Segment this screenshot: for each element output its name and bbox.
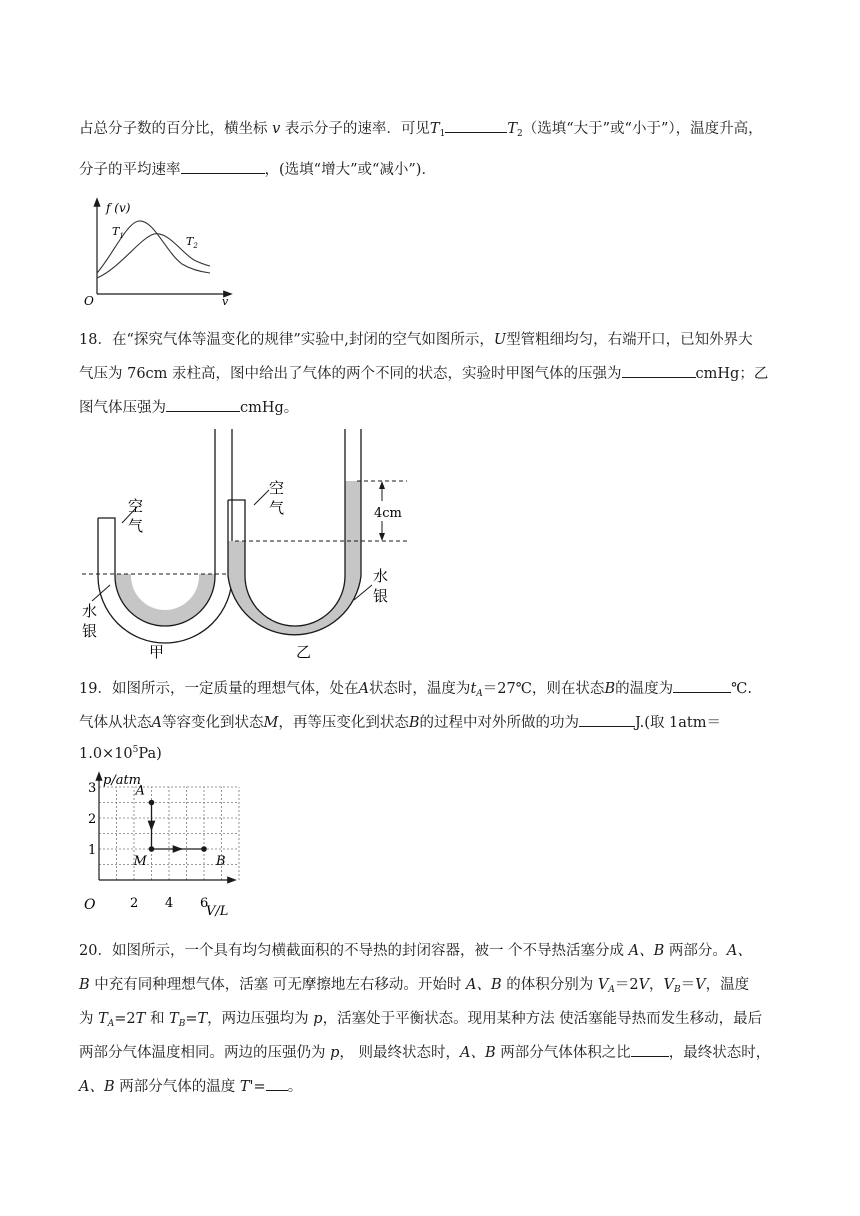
answer-blank-temp[interactable] [673,679,731,693]
var-u: U [493,332,507,348]
air-pointer-yi [254,490,269,505]
var-t-prime: T' [239,1079,254,1095]
q20-text: 为 [79,1011,94,1027]
sub-b: B [178,1019,186,1029]
y-axis-label: f (v) [106,201,131,215]
q20-text: ，两边压强均为 [207,1011,309,1027]
q20-line-2: B 中充有同种理想气体，活塞 可无摩擦地左右移动。开始时 A、B 的体积分别为 $V_A=2V$，$V_B=V$，温度 [79,977,750,995]
q17-line-1 [79,117,763,139]
pv-x-label: V/L [206,904,229,919]
q19-text: 状态时，温度为 [368,681,471,697]
state-label-m: M [133,854,147,869]
var-v: V [663,977,675,993]
sub-a: A [608,985,615,995]
var-t: T [197,1011,208,1027]
curve-t1-label: $T_1$ [112,225,124,240]
q19-text: 等容变化到状态 [161,715,264,731]
var-ab: A、B [628,943,665,959]
pv-points [133,784,226,870]
q19-text: 1.0×10 [79,746,133,762]
q18-text: cmHg。 [240,400,299,416]
u-tube-figure [82,425,422,665]
q19-line-1 [79,677,752,699]
q17-text: （选填“大于”或“小于”），温度升高， [522,121,763,137]
q19-text: 19．如图所示，一定质量的理想气体，处在 [79,681,359,697]
q20-text: = [185,1011,198,1027]
mercury-jia [115,574,215,626]
sub-a: A [107,1019,115,1029]
sub-2: 2 [517,129,523,139]
var-a: A [358,681,369,697]
var-v: v [272,121,281,137]
var-a: A、 [726,943,752,959]
air-label-2-yi: 气 [269,499,285,517]
q18-line-3 [79,396,298,417]
var-t1: T [429,121,440,137]
dim-label: 4cm [374,506,402,521]
q17-text: ，(选填“增大”或“减小”)． [264,162,436,178]
q18-text: 气压为 76cm 汞柱高，图中给出了气体的两个不同的状态，实验时甲图气体的压强为 [79,366,622,382]
state-label-b: B [216,854,226,869]
var-t2: T [507,121,517,137]
hg-pointer-jia [92,585,110,601]
var-t: T [169,1011,179,1027]
q20-text: 和 [149,1011,165,1027]
x-axis-label: v [222,295,229,308]
q18-text: 型管粗细均匀，右端开口，已知外界大 [506,332,753,348]
y-tick-label: 1 [88,843,97,858]
q20-text: 中充有同种理想气体，活塞 可无摩擦地左右移动。开始时 [94,977,462,993]
q20-text: =2 [114,1011,136,1027]
label-yi: 乙 [296,643,312,661]
answer-blank-t[interactable] [445,119,507,133]
air-label-1-jia: 空 [128,497,144,515]
state-point-b [201,846,207,852]
q20-text: ， 则最终状态时， [339,1045,461,1061]
var-p: p [330,1045,340,1061]
hg-label-1-jia: 水 [82,602,98,620]
hg-label-2-yi: 银 [373,587,389,605]
sup-5: 5 [132,745,139,755]
var-b: B [604,681,616,697]
q19-text: 的温度为 [615,681,674,697]
y-tick-label: 3 [88,781,97,796]
state-label-a: A [135,783,145,799]
var-t: T [98,1011,108,1027]
q17-text: 占总分子数的百分比，横坐标 [79,121,268,137]
q19-text: ＝27℃，则在状态 [482,681,605,697]
q20-text: 20．如图所示，一个具有均匀横截面积的不导热的封闭容器，被一 个不导热活塞分成 [79,943,625,959]
pv-y-label: p/atm [103,773,142,788]
var-ab: A、B [460,1045,496,1061]
var-a: A [151,715,162,731]
q20-text: ，最终状态时， [668,1045,771,1061]
q18-text: cmHg；乙 [695,366,769,382]
q20-text: 两部分气体温度相同。两边的压强仍为 [79,1045,326,1061]
pv-tick-labels [88,781,208,911]
q20-text: ，温度 [705,977,750,993]
origin-label: O [84,294,94,308]
q20-text: = [253,1079,266,1095]
q18-line-1 [79,328,753,349]
q20-line-4 [79,1041,770,1062]
x-tick-label: 6 [200,896,209,911]
q19-text: Pa) [138,746,162,762]
label-jia: 甲 [149,643,165,661]
q18-text: 18．在“探究气体等温变化的规律”实验中,封闭的空气如图所示， [79,332,494,348]
air-label-2-jia: 气 [128,517,144,535]
q19-text: 的过程中对外所做的功为 [419,715,579,731]
sub-1: 1 [439,129,446,139]
sub-b: B [674,985,681,995]
q20-line-1 [79,939,752,960]
x-tick-label: 4 [165,896,174,911]
var-p: p [313,1011,323,1027]
q19-text: ，再等压变化到状态 [278,715,409,731]
q20-text: ＝ [680,977,696,993]
state-point-m [149,846,155,852]
var-ab: A、B [79,1079,115,1095]
q18-line-2 [79,362,768,383]
q19-text: J.(取 1atm＝ [635,715,722,731]
pv-graph [84,772,264,918]
pv-process-path [152,803,205,850]
q17-text: 表示分子的速率．可见 [284,121,430,137]
answer-blank-speed[interactable] [181,160,265,174]
q20-line-5 [79,1075,302,1096]
q18-text: 图气体压强为 [79,400,166,416]
curve-t2-label: $T_2$ [186,235,198,250]
x-tick-label: 2 [130,896,139,911]
answer-blank-ratio[interactable] [631,1043,669,1057]
var-t: T [135,1011,146,1027]
q19-text: 气体从状态 [79,715,152,731]
q20-text: 。 [287,1079,303,1095]
q20-text: ＝2 [614,977,639,993]
q20-text: 两部分。 [668,943,727,959]
q20-text: 的体积分别为 [506,977,594,993]
y-tick-label: 2 [88,812,97,827]
var-m: M [263,715,279,731]
mercury-yi [228,481,361,635]
var-b: B [79,977,90,993]
q19-line-3 [79,745,162,762]
hg-label-2-jia: 银 [82,622,98,640]
sub-a: A [476,689,483,699]
q17-text: 分子的平均速率 [79,162,181,178]
var-v: V [695,977,706,993]
answer-blank-work[interactable] [579,713,635,727]
var-t: t [470,681,477,697]
q19-text: ℃. [731,681,752,697]
var-b: B [408,715,420,731]
answer-blank-final-temp[interactable] [266,1077,288,1091]
state-point-a [149,800,155,806]
answer-blank-yi[interactable] [166,398,240,412]
pv-origin: O [84,897,96,913]
air-label-1-yi: 空 [269,479,285,497]
q20-text: ，活塞处于平衡状态。现用某种方法 使活塞能导热而发生移动，最后 [322,1011,763,1027]
q20-text: 两部分气体体积之比 [500,1045,631,1061]
q19-line-2 [79,711,721,732]
var-v: V [597,977,609,993]
distribution-graph [82,196,242,308]
q20-line-3 [79,1007,762,1029]
var-v: V [638,977,650,993]
hg-label-1-yi: 水 [373,567,389,585]
var-ab: A、B [465,977,502,993]
answer-blank-jia[interactable] [622,364,696,378]
q17-line-2 [79,158,436,179]
q20-text: 两部分气体的温度 [119,1079,236,1095]
